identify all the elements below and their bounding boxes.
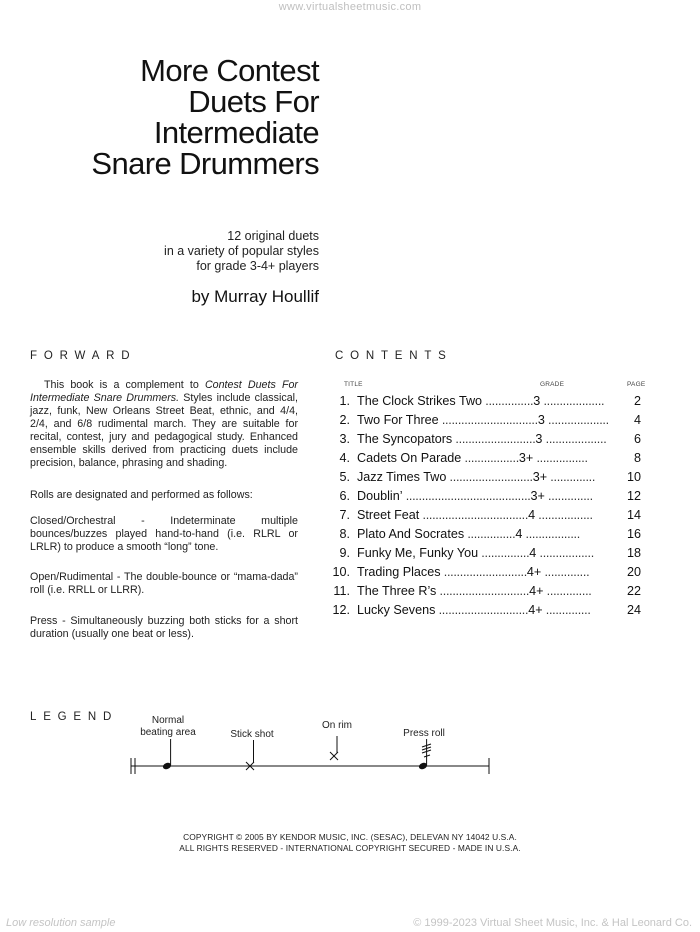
contents-title bbox=[357, 451, 588, 465]
press-roll-term: Press bbox=[30, 615, 58, 627]
legend-stick-shot-label: Stick shot bbox=[230, 729, 274, 740]
contents-leader: ............... bbox=[478, 546, 530, 560]
contents-leader: .............. bbox=[542, 603, 591, 617]
contents-leader: ............................ bbox=[435, 603, 529, 617]
contents-page: 4 bbox=[633, 413, 641, 427]
open-roll-text: - The double-bounce or “mama-dada” roll (i.e. RRLL or LLRR). bbox=[30, 571, 298, 596]
contents-title-text: Lucky Sevens bbox=[357, 603, 436, 617]
contents-row bbox=[335, 432, 641, 451]
forward-intro-book-title: Contest Duets For Intermediate Snare Drummers. bbox=[30, 379, 298, 404]
contents-title-text: Cadets On Parade bbox=[357, 451, 462, 465]
contents-title bbox=[357, 603, 591, 617]
contents-page: 18 bbox=[626, 546, 641, 560]
contents-row bbox=[335, 508, 641, 527]
forward-paragraph-open bbox=[30, 571, 298, 597]
contents-title bbox=[357, 489, 593, 503]
contents-leader: ....................................... bbox=[402, 489, 531, 503]
forward-intro-start: This book is a complement to bbox=[44, 379, 205, 391]
contents-grade: 4 bbox=[528, 508, 536, 522]
legend-on-rim-label: On rim bbox=[322, 720, 352, 731]
contents-page: 16 bbox=[626, 527, 641, 541]
contents-title-text: Funky Me, Funky You bbox=[357, 546, 479, 560]
forward-heading: FORWARD bbox=[30, 350, 137, 362]
contents-grade: 3+ bbox=[518, 451, 534, 465]
contents-number: 11. bbox=[333, 584, 350, 598]
subtitle-line: 12 original duets bbox=[227, 229, 319, 243]
forward-paragraph-press bbox=[30, 615, 298, 641]
contents-row bbox=[335, 394, 641, 413]
contents-leader: .............................. bbox=[438, 413, 538, 427]
contents-grade: 4+ bbox=[529, 584, 544, 598]
contents-number: 2. bbox=[339, 413, 350, 427]
contents-leader: .......................... bbox=[440, 565, 527, 579]
subtitle-line: for grade 3-4+ players bbox=[196, 259, 319, 273]
contents-leader: ................. bbox=[461, 451, 519, 465]
contents-title bbox=[357, 432, 606, 446]
contents-grade: 3+ bbox=[532, 470, 548, 484]
forward-paragraph-closed bbox=[30, 515, 298, 554]
contents-page: 2 bbox=[633, 394, 641, 408]
contents-row bbox=[335, 584, 641, 603]
contents-page: 14 bbox=[626, 508, 641, 522]
contents-title-text: Two For Three bbox=[357, 413, 439, 427]
contents-leader: ................... bbox=[540, 394, 605, 408]
contents-grade: 3 bbox=[537, 413, 545, 427]
contents-leader: ............................ bbox=[436, 584, 530, 598]
contents-title-text: Street Feat bbox=[357, 508, 420, 522]
subtitle-line: in a variety of popular styles bbox=[164, 244, 319, 258]
title-line: Intermediate bbox=[153, 115, 319, 150]
forward-paragraph-intro bbox=[30, 379, 298, 470]
contents-leader: .............. bbox=[541, 565, 590, 579]
contents-heading: CONTENTS bbox=[335, 350, 453, 362]
contents-title-text: The Clock Strikes Two bbox=[357, 394, 483, 408]
contents-grade: 4+ bbox=[526, 565, 542, 579]
contents-col-grade: GRADE bbox=[540, 381, 565, 388]
contents-title bbox=[357, 527, 580, 541]
watermark-url: www.virtualsheetmusic.com bbox=[278, 1, 422, 13]
contents-page: 22 bbox=[626, 584, 641, 598]
contents-number: 4. bbox=[339, 451, 350, 465]
legend-heading: LEGEND bbox=[30, 711, 119, 723]
legend-normal-line1: Normal bbox=[151, 715, 185, 726]
author-byline: by Murray Houllif bbox=[191, 287, 319, 306]
contents-number: 12. bbox=[332, 603, 350, 617]
contents-row bbox=[335, 489, 641, 508]
title-line: Snare Drummers bbox=[91, 146, 319, 181]
contents-page: 6 bbox=[633, 432, 641, 446]
forward-intro-rest: Styles include classical, jazz, funk, New Orleans Street Beat, ethnic, and 4/4, 2/4, and 6/8 rudimental march. They are suitable for recital, contest, jury and pedagogical study. Enhanced ensemble skills derived from practicing duets include precision, balance, phrasing and shading. bbox=[30, 392, 298, 469]
contents-number: 1. bbox=[339, 394, 350, 408]
contents-number: 9. bbox=[339, 546, 350, 560]
contents-col-title: TITLE bbox=[344, 381, 363, 388]
contents-leader: ................. bbox=[535, 508, 593, 522]
contents-leader: ................... bbox=[542, 432, 607, 446]
closed-roll-text: - Indeterminate multiple bounces/buzzes played hand-to-hand (i.e. RLRL or LRLR) to produce a smooth “long” tone. bbox=[30, 515, 298, 553]
contents-number: 3. bbox=[339, 432, 350, 446]
contents-leader: ................................. bbox=[419, 508, 529, 522]
copyright-line2: ALL RIGHTS RESERVED - INTERNATIONAL COPYRIGHT SECURED - MADE IN U.S.A. bbox=[179, 843, 521, 853]
legend-normal-line2: beating area bbox=[140, 727, 196, 738]
contents-leader: ......................... bbox=[452, 432, 536, 446]
on-rim-note-icon bbox=[330, 736, 338, 760]
contents-title-text: The Three R’s bbox=[357, 584, 437, 598]
legend-press-roll-label: Press roll bbox=[403, 728, 445, 739]
legend-staff bbox=[125, 736, 495, 780]
normal-note-icon bbox=[162, 739, 172, 770]
contents-grade: 4 bbox=[515, 527, 523, 541]
open-roll-term: Open/Rudimental bbox=[30, 571, 114, 583]
contents-title bbox=[357, 508, 593, 522]
contents-leader: .............. bbox=[544, 489, 593, 503]
contents-leader: ............... bbox=[464, 527, 516, 541]
subtitle bbox=[19, 229, 319, 274]
contents-title bbox=[357, 584, 591, 598]
low-resolution-watermark: Low resolution sample bbox=[6, 917, 116, 929]
press-roll-text: - Simultaneously buzzing both sticks for a short duration (usually one beat or less). bbox=[30, 615, 298, 640]
contents-number: 10. bbox=[332, 565, 350, 579]
contents-title bbox=[357, 546, 594, 560]
book-title bbox=[0, 55, 319, 179]
contents-page: 8 bbox=[633, 451, 641, 465]
contents-row bbox=[332, 565, 641, 584]
contents-page: 24 bbox=[626, 603, 641, 617]
contents-row bbox=[335, 470, 641, 489]
contents-col-page: PAGE bbox=[627, 381, 646, 388]
contents-grade: 3 bbox=[533, 394, 541, 408]
closed-roll-term: Closed/Orchestral bbox=[30, 515, 116, 527]
contents-number: 7. bbox=[339, 508, 350, 522]
copyright-notice bbox=[0, 832, 700, 854]
contents-row bbox=[332, 603, 641, 622]
forward-paragraph-rolls: Rolls are designated and performed as follows: bbox=[30, 489, 253, 501]
contents-page: 20 bbox=[626, 565, 641, 579]
contents-number: 6. bbox=[339, 489, 350, 503]
contents-leader: .............. bbox=[547, 470, 596, 484]
contents-title-text: Jazz Times Two bbox=[357, 470, 447, 484]
contents-title-text: Trading Places bbox=[357, 565, 441, 579]
contents-title bbox=[357, 413, 609, 427]
contents-row bbox=[335, 451, 641, 470]
title-line: More Contest bbox=[140, 53, 319, 88]
contents-grade: 3+ bbox=[530, 489, 545, 503]
contents-title-text: Plato And Socrates bbox=[357, 527, 465, 541]
contents-page: 10 bbox=[626, 470, 641, 484]
contents-grade: 4 bbox=[529, 546, 537, 560]
contents-row bbox=[335, 546, 641, 565]
contents-title-text: The Syncopators bbox=[357, 432, 453, 446]
contents-leader: ................ bbox=[533, 451, 588, 465]
title-line: Duets For bbox=[188, 84, 319, 119]
contents-grade: 3 bbox=[535, 432, 543, 446]
contents-page: 12 bbox=[626, 489, 641, 503]
copyright-line1: COPYRIGHT © 2005 BY KENDOR MUSIC, INC. (SESAC), DELEVAN NY 14042 U.S.A. bbox=[183, 832, 517, 842]
contents-leader: .............. bbox=[543, 584, 592, 598]
contents-leader: .......................... bbox=[446, 470, 533, 484]
contents-row bbox=[335, 413, 641, 432]
contents-number: 5. bbox=[339, 470, 350, 484]
contents-title-text: Doublin’ bbox=[357, 489, 403, 503]
contents-title bbox=[357, 470, 595, 484]
contents-leader: ............... bbox=[482, 394, 534, 408]
contents-leader: ................. bbox=[536, 546, 594, 560]
contents-grade: 4+ bbox=[528, 603, 543, 617]
contents-leader: ................... bbox=[544, 413, 609, 427]
contents-title bbox=[357, 565, 589, 579]
contents-number: 8. bbox=[339, 527, 350, 541]
contents-title bbox=[357, 394, 604, 408]
contents-row bbox=[335, 527, 641, 546]
contents-leader: ................. bbox=[522, 527, 580, 541]
rights-watermark: © 1999-2023 Virtual Sheet Music, Inc. & Hal Leonard Co. bbox=[413, 917, 692, 929]
